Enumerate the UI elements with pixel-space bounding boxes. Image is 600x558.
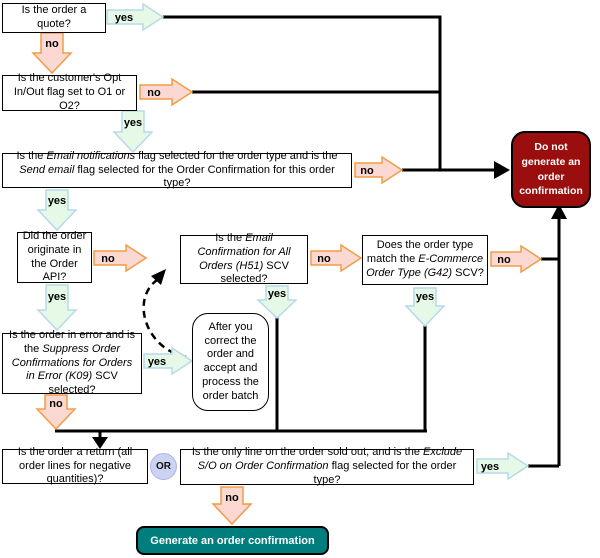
yes-arrow-order-api-label: yes	[47, 291, 67, 303]
arrowhead-into-do-not-generate	[494, 161, 510, 179]
no-arrow-order-api-label: no	[101, 253, 115, 265]
yes-arrow-soldout-label: yes	[480, 461, 500, 473]
yes-arrow-email-flags-label: yes	[47, 195, 67, 207]
decision-order-api: Did the order originate in the Order API?	[17, 232, 92, 283]
yes-arrow-g42-label: yes	[415, 291, 435, 303]
dashed-return-curve	[144, 280, 186, 357]
no-arrow-email-flags-label: no	[360, 165, 374, 177]
decision-opt-in-out: Is the customer's Opt In/Out flag set to O1 or O2?	[2, 75, 137, 111]
decision-h51-scv: Is the Email Confirmation for All Orders (H51) SCV selected?	[180, 235, 308, 284]
yes-arrow-h51-label: yes	[267, 288, 287, 300]
or-connector: OR	[150, 453, 177, 480]
decision-g42-scv: Does the order type match the E-Commerce Order Type (G42) SCV?	[362, 235, 488, 285]
decision-return-order: Is the order a return (all order lines for negative quantities)?	[2, 449, 148, 484]
no-arrow-optin-label: no	[147, 87, 161, 99]
decision-email-flags: Is the Email notifications flag selected for the order type and is the Send email flag selected for the Order Confirmation for this order type?	[2, 153, 352, 188]
no-arrow-g42-label: no	[497, 254, 511, 266]
process-correct-order: After you correct the order and accept and process the order batch	[192, 313, 269, 411]
decision-quote: Is the order a quote?	[2, 3, 106, 33]
no-arrow-k09-label: no	[49, 398, 63, 410]
yes-arrow-quote-label: yes	[114, 12, 134, 24]
decision-k09-scv: Is the order in error and is the Suppress Order Confirmations for Orders in Error (K09) SCV selected?	[2, 333, 142, 394]
terminal-generate: Generate an order confirmation	[136, 526, 329, 555]
no-arrow-soldout-label: no	[225, 492, 239, 504]
no-arrow-quote-label: no	[45, 38, 59, 50]
terminal-do-not-generate: Do not generate an order confirmation	[511, 131, 591, 208]
decision-soldout: Is the only line on the order sold out, and is the Exclude S/O on Order Confirmation flag selected for the order type?	[180, 449, 474, 485]
yes-arrow-k09-label: yes	[147, 356, 167, 368]
no-arrow-h51-label: no	[317, 253, 331, 265]
yes-arrow-optin-label: yes	[123, 117, 143, 129]
